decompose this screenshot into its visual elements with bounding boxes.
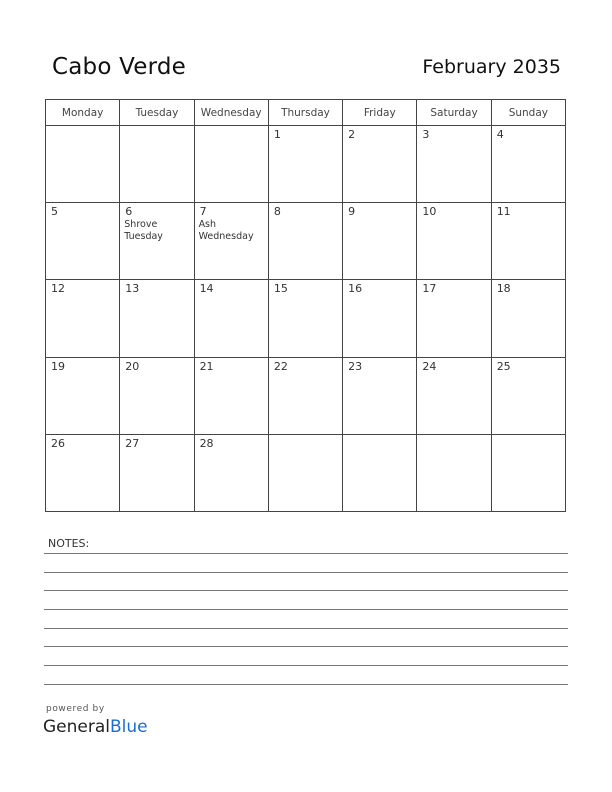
day-cell — [343, 357, 417, 434]
calendar-grid — [45, 99, 566, 512]
day-cell — [194, 280, 268, 357]
calendar-body — [46, 126, 566, 512]
day-cell — [194, 203, 268, 280]
day-number: 24 — [422, 359, 437, 373]
day-number: 17 — [422, 282, 437, 296]
day-cell — [491, 203, 565, 280]
day-cell — [268, 203, 342, 280]
day-cell — [46, 126, 120, 203]
powered-by-text: powered by — [46, 704, 105, 714]
day-number — [46, 126, 119, 128]
day-number — [269, 435, 342, 437]
day-number: 10 — [422, 205, 437, 219]
day-number: 1 — [273, 128, 281, 141]
week-row — [46, 434, 566, 511]
day-cell — [194, 126, 268, 203]
day-number: 5 — [51, 205, 58, 219]
notes-label: NOTES: — [48, 537, 90, 550]
day-cell — [491, 357, 565, 434]
day-cell — [120, 126, 194, 203]
day-cell — [120, 203, 194, 280]
calendar-country-title: Cabo Verde — [52, 54, 187, 80]
note-line — [44, 628, 568, 629]
day-cell — [343, 126, 417, 203]
day-cell — [46, 203, 120, 280]
day-number: 22 — [273, 359, 288, 373]
day-cell — [417, 280, 491, 357]
day-cell — [46, 280, 120, 357]
weekday-header: Sunday — [491, 100, 565, 126]
day-cell — [417, 434, 491, 511]
day-cell — [268, 357, 342, 434]
day-number: 19 — [51, 359, 65, 373]
day-cell — [120, 434, 194, 511]
day-number — [492, 435, 565, 437]
day-number: 16 — [348, 282, 363, 296]
day-number: 8 — [273, 205, 281, 219]
day-number: 11 — [496, 205, 511, 219]
day-number — [120, 126, 193, 128]
weekday-header: Monday — [46, 100, 120, 126]
day-cell — [268, 434, 342, 511]
week-row — [46, 280, 566, 357]
note-line — [44, 590, 568, 591]
day-cell — [417, 126, 491, 203]
day-number: 27 — [125, 436, 140, 450]
weekday-header: Friday — [343, 100, 417, 126]
day-cell — [417, 203, 491, 280]
day-number: 14 — [199, 282, 214, 296]
day-number: 12 — [51, 282, 65, 296]
day-cell — [46, 357, 120, 434]
day-number: 7 — [199, 205, 207, 219]
weekday-header: Wednesday — [194, 100, 268, 126]
day-number: 13 — [125, 282, 140, 296]
day-number: 6 — [125, 205, 133, 219]
week-row — [46, 203, 566, 280]
note-line — [44, 684, 568, 685]
day-number: 20 — [125, 359, 140, 373]
day-number: 21 — [199, 359, 214, 373]
day-number: 3 — [422, 128, 430, 141]
day-cell — [343, 280, 417, 357]
day-number: 2 — [348, 128, 356, 141]
day-number: 15 — [273, 282, 288, 296]
brand-general: General — [43, 717, 110, 737]
day-number — [343, 435, 416, 437]
note-line — [44, 572, 568, 573]
note-line — [44, 553, 568, 554]
day-cell — [343, 203, 417, 280]
day-cell — [491, 126, 565, 203]
calendar-month-title: February 2035 — [422, 56, 561, 78]
day-number: 23 — [348, 359, 363, 373]
generalblue-logo — [43, 717, 148, 737]
day-number: 25 — [496, 359, 511, 373]
brand-blue: Blue — [110, 717, 148, 737]
day-cell — [343, 434, 417, 511]
weekday-header: Tuesday — [120, 100, 194, 126]
week-row — [46, 126, 566, 203]
day-number — [195, 126, 268, 128]
note-line — [44, 665, 568, 666]
day-cell — [120, 357, 194, 434]
day-cell — [491, 280, 565, 357]
holiday-label: Shrove Tuesday — [124, 219, 163, 243]
week-row — [46, 357, 566, 434]
day-number: 4 — [496, 128, 504, 141]
day-number — [417, 435, 490, 437]
weekday-header: Thursday — [268, 100, 342, 126]
day-cell — [268, 126, 342, 203]
day-number: 9 — [348, 205, 356, 219]
note-line — [44, 609, 568, 610]
weekday-header: Saturday — [417, 100, 491, 126]
holiday-label: Ash Wednesday — [198, 219, 254, 243]
note-line — [44, 646, 568, 647]
day-number: 28 — [199, 436, 214, 450]
day-cell — [417, 357, 491, 434]
day-cell — [46, 434, 120, 511]
day-cell — [194, 357, 268, 434]
day-cell — [194, 434, 268, 511]
weekday-header-row — [46, 100, 566, 126]
day-cell — [120, 280, 194, 357]
day-cell — [491, 434, 565, 511]
day-cell — [268, 280, 342, 357]
day-number: 18 — [496, 282, 511, 296]
day-number: 26 — [51, 436, 65, 450]
